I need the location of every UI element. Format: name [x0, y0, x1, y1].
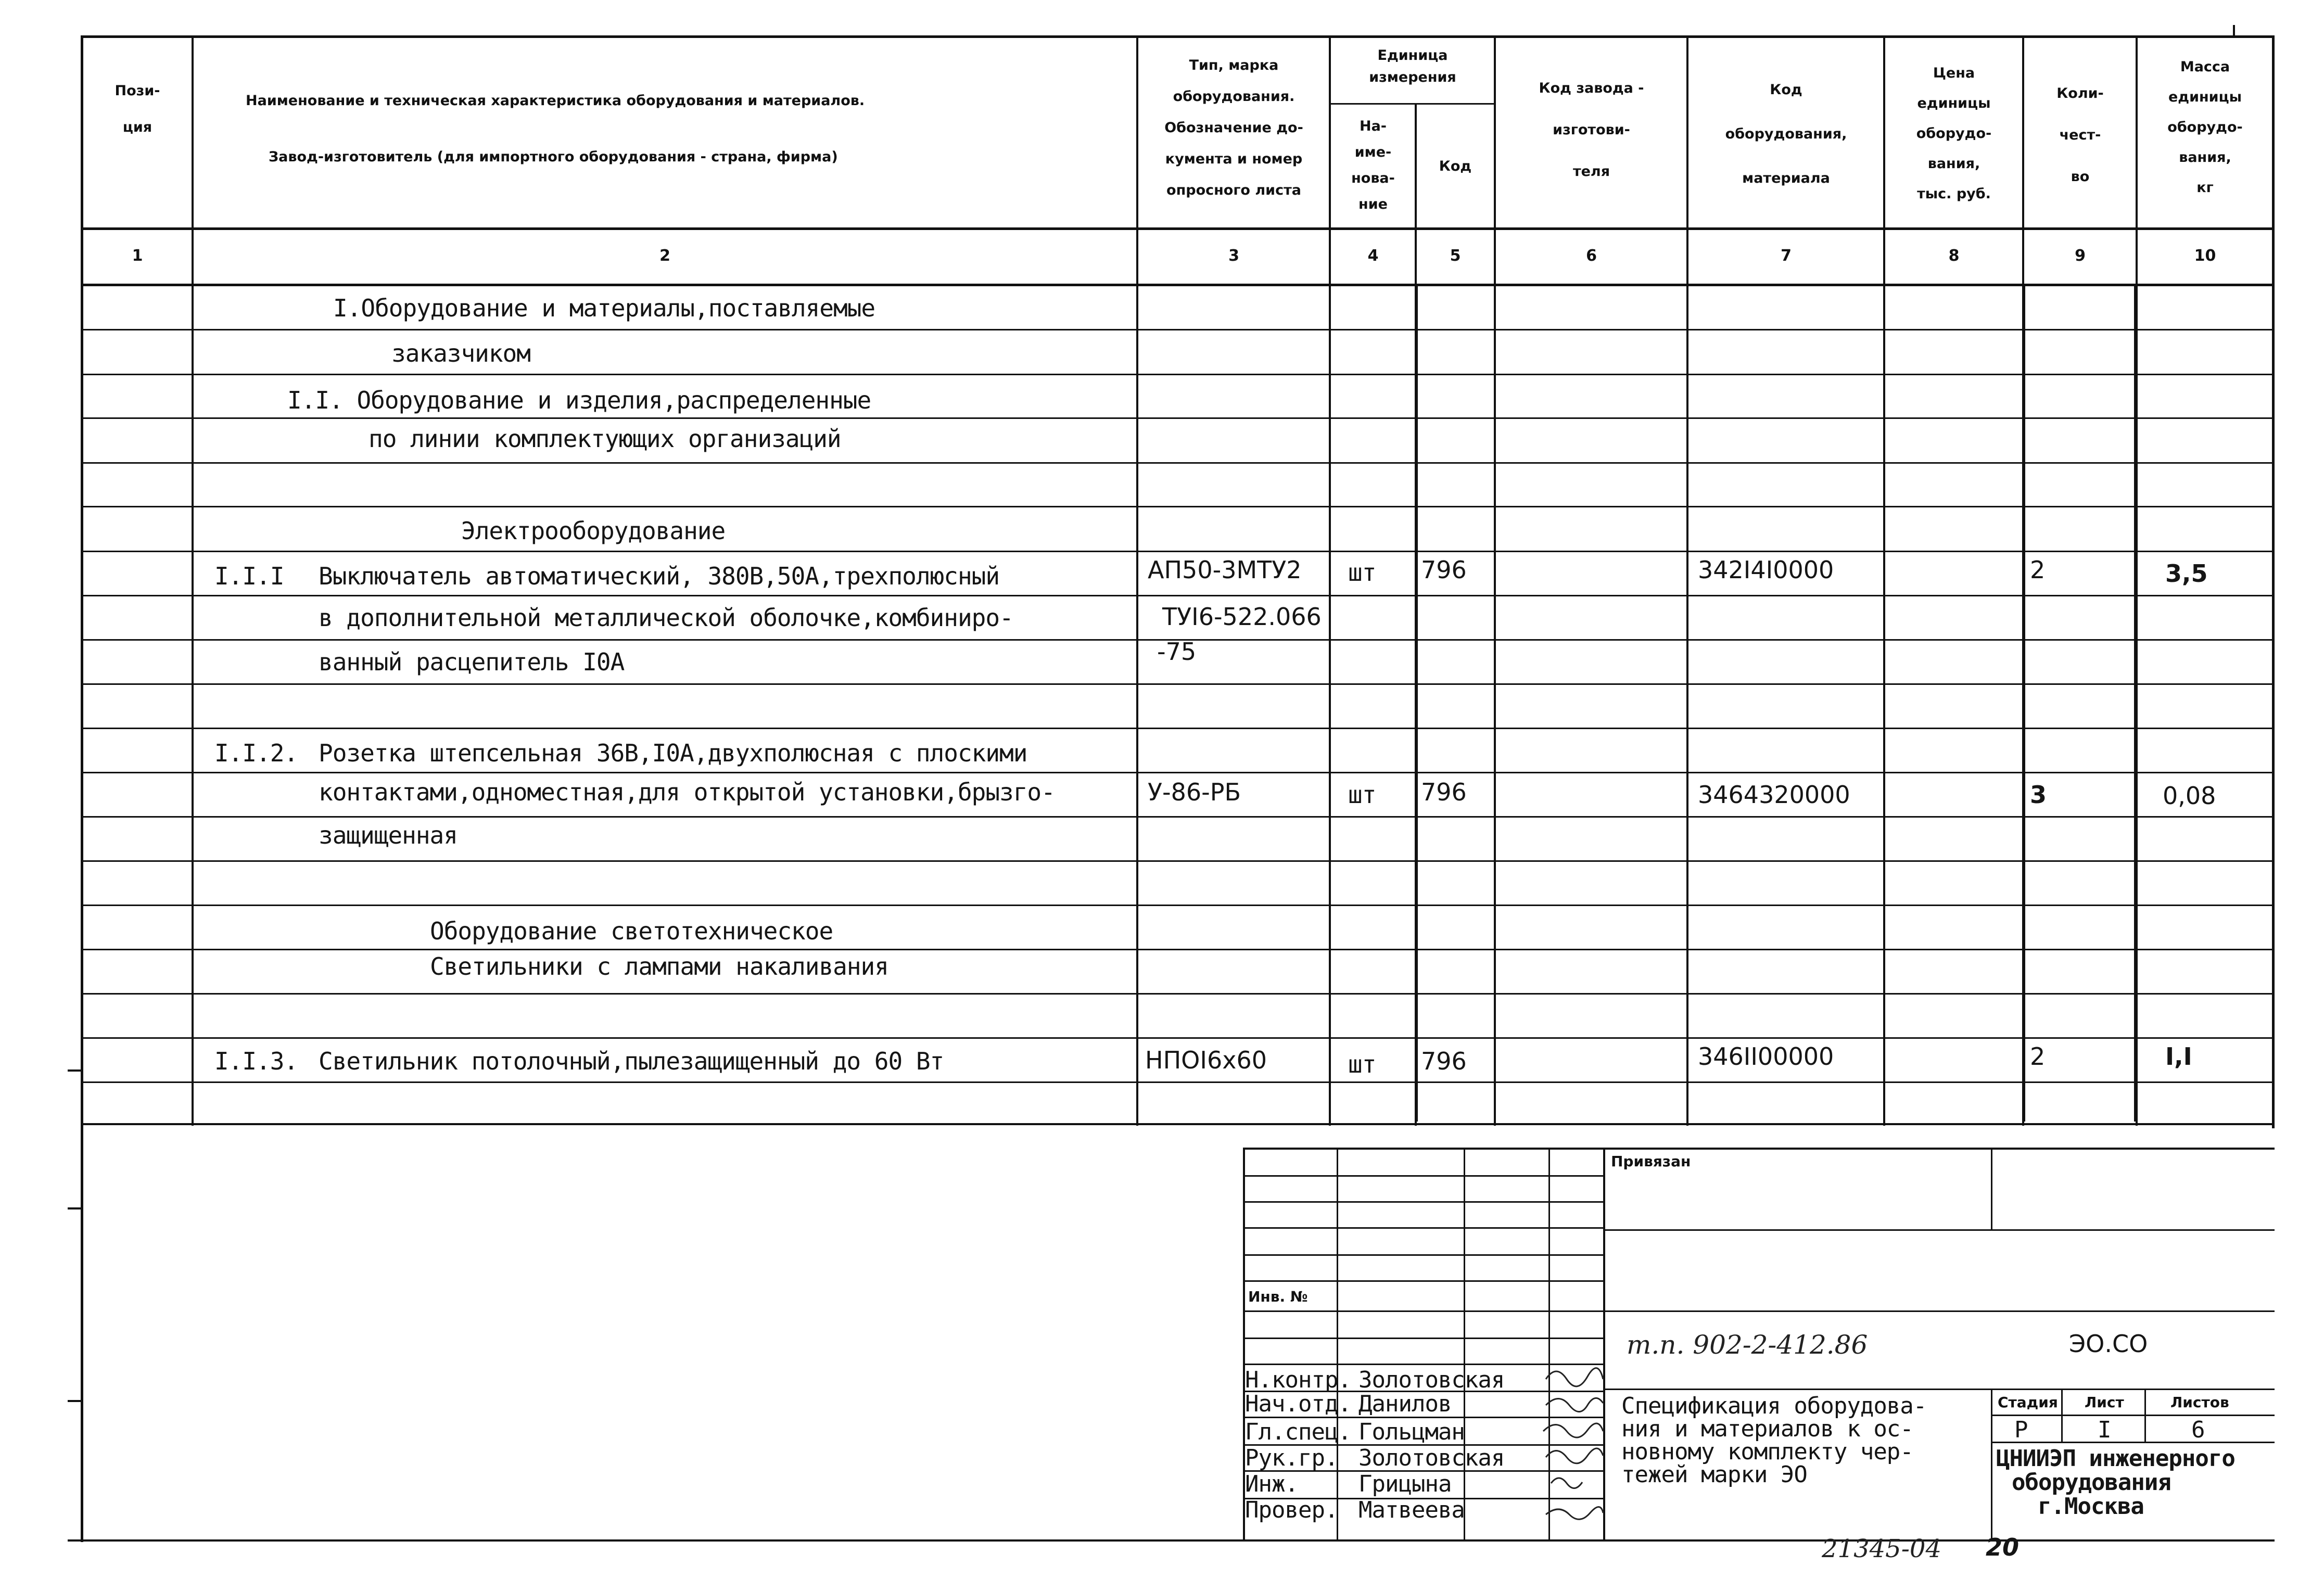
header-col1: Пози- ция: [115, 83, 160, 135]
item1-name-line1: Выключатель автоматический, 380В,50А,трехполюсный: [319, 562, 1000, 590]
sheets-value: 6: [2191, 1417, 2205, 1443]
col-num-3: 3: [1228, 247, 1239, 265]
document-code: т.п. 902-2-412.86: [1627, 1330, 1868, 1360]
subsection-lighting: Оборудование светотехническое: [430, 917, 833, 945]
item3-unit-code: 796: [1421, 1047, 1467, 1075]
item1-mass: 3,5: [2165, 559, 2208, 588]
sheet-value: I: [2098, 1417, 2111, 1443]
item1-position: I.I.I: [214, 562, 284, 590]
col-num-1: 1: [132, 247, 143, 265]
item2-mass: 0,08: [2163, 782, 2216, 810]
item3-mass: I,I: [2165, 1042, 2192, 1071]
item1-type-line3: -75: [1157, 638, 1197, 666]
margin-tick: [68, 1069, 81, 1072]
role-label: Инж.: [1245, 1471, 1298, 1497]
item2-name-line3: защищенная: [319, 821, 458, 849]
col-num-10: 10: [2194, 247, 2216, 265]
item3-material-code: 346II00000: [1698, 1042, 1834, 1071]
section-11-title: I.I. Оборудование и изделия,распределенные: [287, 386, 871, 414]
document-description: Спецификация оборудова- ния и материалов к ос- новному комплекту чер- тежей марки ЭО: [1621, 1393, 1927, 1488]
col-num-4: 4: [1367, 247, 1379, 265]
section-1-title-cont: заказчиком: [391, 339, 530, 367]
page-number: 20: [1986, 1533, 2020, 1561]
header-col8: Цена единицы оборудо- вания, тыс. руб.: [1916, 65, 1992, 202]
item2-type: У-86-РБ: [1148, 778, 1241, 806]
stage-value: Р: [2014, 1417, 2028, 1443]
header-col9: Коли- чест- во: [2056, 85, 2104, 185]
item3-quantity: 2: [2030, 1042, 2046, 1071]
item1-unit: шт: [1348, 558, 1376, 587]
item2-material-code: 3464320000: [1698, 781, 1850, 809]
subsection-electro: Электрооборудование: [461, 517, 726, 545]
stage-label: Стадия: [1998, 1394, 2058, 1411]
margin-tick: [68, 1207, 81, 1209]
col-num-5: 5: [1450, 247, 1461, 265]
organization: ЦНИИЭП инженерного оборудования г.Москва: [1996, 1445, 2235, 1520]
header-col4: На- име- нова- ние: [1351, 118, 1395, 212]
role-label: Гл.спец.: [1245, 1419, 1351, 1445]
subsection-lighting-cont: Светильники с лампами накаливания: [430, 952, 888, 980]
item2-unit-code: 796: [1421, 778, 1467, 806]
item3-position: I.I.3.: [214, 1047, 298, 1075]
header-col2-line1: Наименование и техническая характеристика оборудования и материалов.: [246, 93, 865, 109]
section-11-title-cont: по линии комплектующих организаций: [369, 425, 841, 453]
document-mark: ЭО.СО: [2069, 1330, 2148, 1358]
inventory-number-label: Инв. №: [1248, 1288, 1308, 1305]
header-col6: Код завода - изготови- теля: [1539, 80, 1644, 180]
role-name: Грицына: [1358, 1471, 1452, 1497]
role-label: Н.контр.: [1245, 1367, 1351, 1393]
role-name: Данилов: [1358, 1391, 1452, 1417]
col-num-2: 2: [659, 247, 670, 265]
item2-quantity: 3: [2030, 781, 2047, 809]
role-name: Золотовская: [1358, 1367, 1505, 1393]
col-num-7: 7: [1781, 247, 1792, 265]
header-col10: Масса единицы оборудо- вания, кг: [2167, 59, 2243, 196]
item2-unit: шт: [1348, 781, 1376, 809]
sheet-label: Лист: [2085, 1394, 2124, 1411]
signatures-image: [1541, 1358, 1608, 1535]
margin-tick: [68, 1400, 81, 1402]
header-col2-line2: Завод-изготовитель (для импортного оборудования - страна, фирма): [269, 149, 838, 165]
item3-type: НПОI6х60: [1145, 1046, 1267, 1074]
item1-material-code: 342I4I0000: [1698, 556, 1834, 584]
section-1-title: I.Оборудование и материалы,поставляемые: [333, 294, 875, 322]
item1-type-line1: АП50-3МТУ2: [1148, 556, 1302, 584]
archive-stamp: 21345-04: [1822, 1534, 1941, 1563]
sheets-label: Листов: [2170, 1394, 2229, 1411]
role-name: Гольцман: [1358, 1419, 1465, 1445]
item1-name-line3: ванный расцепитель I0А: [319, 648, 625, 676]
margin-tick: [2233, 25, 2235, 36]
item1-name-line2: в дополнительной металлической оболочке,комбиниро-: [319, 604, 1013, 632]
item2-name-line1: Розетка штепсельная 36В,I0А,двухполюсная с плоскими: [319, 739, 1027, 767]
role-label: Нач.отд.: [1245, 1391, 1351, 1417]
col-num-9: 9: [2075, 247, 2086, 265]
header-units-group: Единица измерения: [1369, 47, 1456, 85]
item3-unit: шт: [1348, 1050, 1376, 1078]
item2-name-line2: контактами,одноместная,для открытой установки,брызго-: [319, 778, 1055, 806]
header-col3: Тип, марка оборудования. Обозначение до- кумента и номер опросного листа: [1164, 57, 1303, 198]
col-num-6: 6: [1586, 247, 1597, 265]
linked-label: Привязан: [1611, 1153, 1691, 1170]
role-name: Матвеева: [1358, 1497, 1465, 1523]
header-col7: Код оборудования, материала: [1725, 82, 1847, 186]
role-name: Золотовская: [1358, 1445, 1505, 1471]
role-label: Провер.: [1245, 1497, 1338, 1523]
item3-name: Светильник потолочный,пылезащищенный до 60 Вт: [319, 1047, 944, 1075]
item1-unit-code: 796: [1421, 556, 1467, 584]
item2-position: I.I.2.: [214, 739, 298, 767]
item1-type-line2: ТУI6-522.066: [1162, 603, 1322, 631]
item1-quantity: 2: [2030, 556, 2046, 584]
role-label: Рук.гр.: [1245, 1445, 1338, 1471]
col-num-8: 8: [1948, 247, 1960, 265]
header-col5: Код: [1439, 158, 1472, 174]
